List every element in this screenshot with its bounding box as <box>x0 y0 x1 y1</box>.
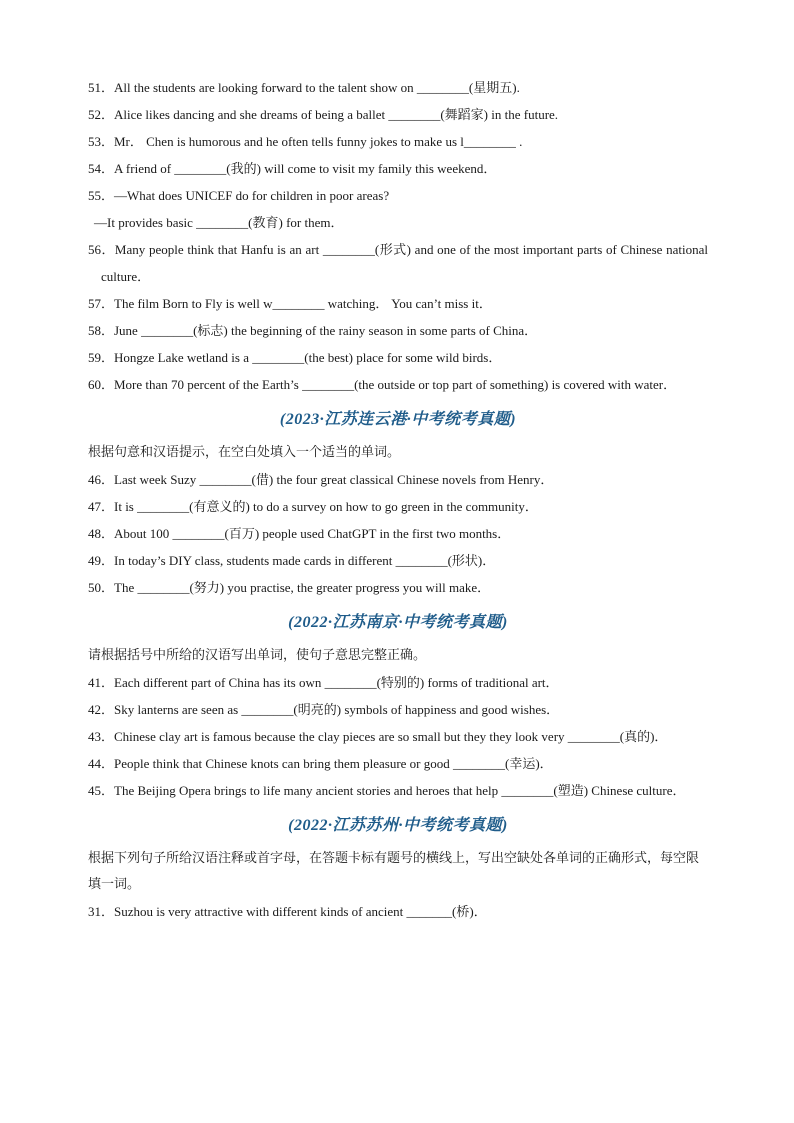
section-heading: (2023·江苏连云港·中考统考真题) <box>279 411 517 428</box>
question-48: 48．About 100 ________(百万) people used ChatGPT in the first two months． <box>88 526 511 541</box>
question-44: 44．People think that Chinese knots can bring them pleasure or good ________(幸运)． <box>88 756 553 771</box>
section-instruction: 请根据括号中所给的汉语写出单词，使句子意思完整正确。 <box>88 648 427 663</box>
question-42: 42．Sky lanterns are seen as ________(明亮的) symbols of happiness and good wishes． <box>88 702 560 717</box>
question-55-answer: —It provides basic ________(教育) for them． <box>94 215 344 230</box>
section-lianyungang <box>88 410 708 601</box>
question-51: 51．All the students are looking forward to the talent show on ________(星期五). <box>88 80 520 95</box>
section-heading: (2022·江苏苏州·中考统考真题) <box>288 817 508 834</box>
question-53: 53．Mr． Chen is humorous and he often tells funny jokes to make us l________ . <box>88 134 523 149</box>
section-suzhou <box>88 816 708 925</box>
question-52: 52．Alice likes dancing and she dreams of being a ballet ________(舞蹈家) in the future. <box>88 107 559 122</box>
section-instruction: 根据下列句子所给汉语注释或首字母，在答题卡标有题号的横线上，写出空缺处各单词的正确形式，每空限填一词。 <box>88 851 700 892</box>
question-50: 50．The ________(努力) you practise, the greater progress you will make． <box>88 580 491 595</box>
section-nanjing <box>88 613 708 804</box>
question-31: 31．Suzhou is very attractive with different kinds of ancient _______(桥)． <box>88 904 487 919</box>
question-49: 49．In today’s DIY class, students made cards in different ________(形状)． <box>88 553 496 568</box>
question-43: 43．Chinese clay art is famous because the clay pieces are so small but they they look very ________(真的)． <box>88 729 668 744</box>
question-45: 45．The Beijing Opera brings to life many ancient stories and heroes that help ________(塑造) Chinese culture． <box>88 783 686 798</box>
worksheet-page <box>88 74 708 925</box>
question-54: 54．A friend of ________(我的) will come to visit my family this weekend． <box>88 161 497 176</box>
section-heading: (2022·江苏南京·中考统考真题) <box>288 614 508 631</box>
question-59: 59．Hongze Lake wetland is a ________(the best) place for some wild birds． <box>88 350 502 365</box>
question-57: 57．The film Born to Fly is well w________ watching． You can’t miss it． <box>88 296 492 311</box>
question-56: 56．Many people think that Hanfu is an art ________(形式) and one of the most important parts of Chinese national culture． <box>88 242 708 284</box>
question-41: 41．Each different part of China has its own ________(特别的) forms of traditional art． <box>88 675 559 690</box>
question-47: 47．It is ________(有意义的) to do a survey on how to go green in the community． <box>88 499 538 514</box>
question-60: 60．More than 70 percent of the Earth’s ________(the outside or top part of something) is covered with water． <box>88 377 677 392</box>
question-58: 58．June ________(标志) the beginning of the rainy season in some parts of China． <box>88 323 538 338</box>
question-block-51-60 <box>88 74 708 398</box>
question-46: 46．Last week Suzy ________(借) the four great classical Chinese novels from Henry． <box>88 472 554 487</box>
section-instruction: 根据句意和汉语提示，在空白处填入一个适当的单词。 <box>88 445 401 460</box>
question-55: 55．—What does UNICEF do for children in poor areas? <box>88 188 390 203</box>
